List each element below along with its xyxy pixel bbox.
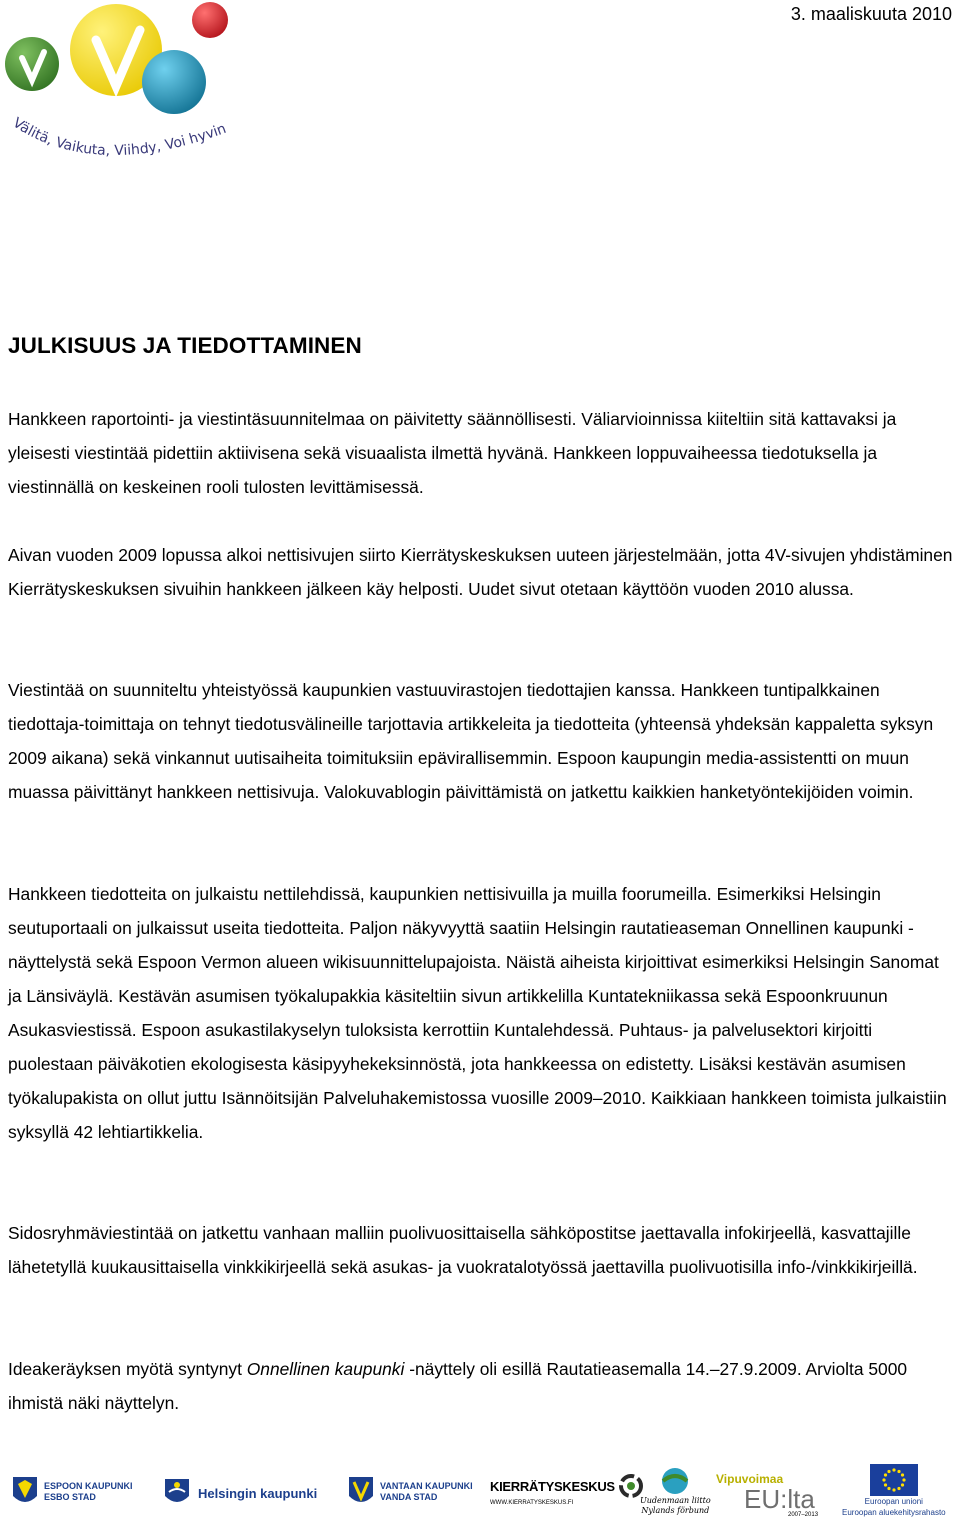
footer-logos — [0, 1460, 960, 1526]
vipuvoimaa-logo: Vipuvoimaa EU:lta 2007–2013 — [716, 1472, 819, 1518]
eu-flag-icon — [870, 1464, 918, 1496]
paragraph-4: Hankkeen tiedotteita on julkaistu nettilehdissä, kaupunkien nettisivuilla ja muilla foorumeilla. Esimerkiksi Helsingin seutuportaali on julkaissut useita tiedotteita. Paljon näkyvyyttä saatiin Helsingin rautatieaseman Onnellinen kaupunki -näyttelystä sekä Espoon Vermon alueen wikisuunnittelupajoista. Näistä aiheista kirjoittivat esimerkiksi Helsingin Sanomat ja Länsiväylä. Kestävän asumisen työkalupakkia käsiteltiin sivun artikkelilla Kuntatekniikassa sekä Espoonkruunun Asukasviestissä. Espoon asukastilakyselyn tuloksista kerrottiin Kuntalehdessä. Puhtaus- ja palvelusektori kirjoitti puolestaan päiväkotien ekologisesta käsipyyhekeksinnöstä, jota hankkeessa on edistetty. Lisäksi kestävän asumisen työkalupakista on ollut juttu Isännöitsijän Palveluhakemistossa vuosille 2009–2010. Kaikkiaan hankkeen toimista julkaistiin syksyllä 42 lehtiartikkelia. — [8, 884, 947, 1142]
svg-text:Välitä, Vaikuta, Viihdy, Voi h — [10, 115, 229, 159]
paragraph-5: Sidosryhmäviestintää on jatkettu vanhaan malliin puolivuosittaisella sähköpostitse jaettavalla infokirjeellä, kasvattajille lähetetyllä kuukausittaisella vinkkikirjeellä sekä asukas- ja vuokratalotyössä jaettavilla puolivuotisilla info-/vinkkikirjeillä. — [8, 1223, 918, 1277]
exhibition-name: Onnellinen kaupunki — [246, 1359, 405, 1379]
eu-logo: Euroopan unioni Euroopan aluekehitysrahasto — [842, 1464, 946, 1518]
vantaa-logo: VANTAAN KAUPUNKI VANDA STAD — [348, 1476, 473, 1508]
paragraph-2: Aivan vuoden 2009 lopussa alkoi nettisivujen siirto Kierrätyskeskuksen uuteen järjestelmään, jotta 4V-sivujen yhdistäminen Kierrätyskeskuksen sivuihin hankkeen jälkeen käy helposti. Uudet sivut otetaan käyttöön vuoden 2010 alussa. — [8, 545, 953, 599]
espoo-crest-icon — [12, 1476, 38, 1508]
espoo-logo: ESPOON KAUPUNKI ESBO STAD — [12, 1476, 133, 1508]
helsinki-crest-icon — [164, 1478, 190, 1508]
vantaa-crest-icon — [348, 1476, 374, 1508]
logo-slogan: Välitä, Vaikuta, Viihdy, Voi hyvin — [9, 114, 229, 160]
uudenmaan-liitto-logo: Uudenmaan liitto Nylands förbund — [640, 1466, 711, 1516]
page-title: JULKISUUS JA TIEDOTTAMINEN — [8, 333, 362, 358]
paragraph-3: Viestintää on suunniteltu yhteistyössä kaupunkien vastuuvirastojen tiedottajien kanssa. Hankkeen tuntipalkkainen tiedottaja-toimittaja on tehnyt tiedotusvälineille tarjottavia artikkeleita ja tiedotteita (yhteensä yhdeksän kappaletta syksyn 2009 aikana) sekä vinkannut uutisaiheita toimituksiin epävirallisemmin. Espoon kaupungin media-assistentti on muun muassa päivittänyt hankkeen nettisivuja. Valokuvablogin päivittämistä on jatkettu kaikkien hanketyöntekijöiden voimin. — [8, 680, 934, 802]
kierratyskeskus-logo: KIERRÄTYSKESKUS WWW.KIERRATYSKESKUS.FI — [490, 1472, 645, 1506]
header-date: 3. maaliskuuta 2010 — [790, 4, 952, 24]
helsinki-logo: Helsingin kaupunki — [164, 1478, 317, 1508]
paragraph-1: Hankkeen raportointi- ja viestintäsuunnitelmaa on päivitetty säännöllisesti. Väliarvioinnissa kiiteltiin sitä kattavaksi ja yleisesti viestintää pidettiin aktiivisena sekä visuaalista ilmettä hyvänä. Hankkeen loppuvaiheessa tiedotuksella ja viestinnällä on keskeinen rooli tulosten levittämisessä. — [8, 409, 897, 497]
paragraph-6: Ideakeräyksen myötä syntynyt Onnellinen kaupunki -näyttely oli esillä Rautatieasemalla 14.–27.9.2009. Arviolta 5000 ihmistä näki näyttelyn. — [8, 1359, 908, 1413]
4v-logo — [0, 0, 250, 170]
uusimaa-globe-icon — [658, 1466, 692, 1496]
